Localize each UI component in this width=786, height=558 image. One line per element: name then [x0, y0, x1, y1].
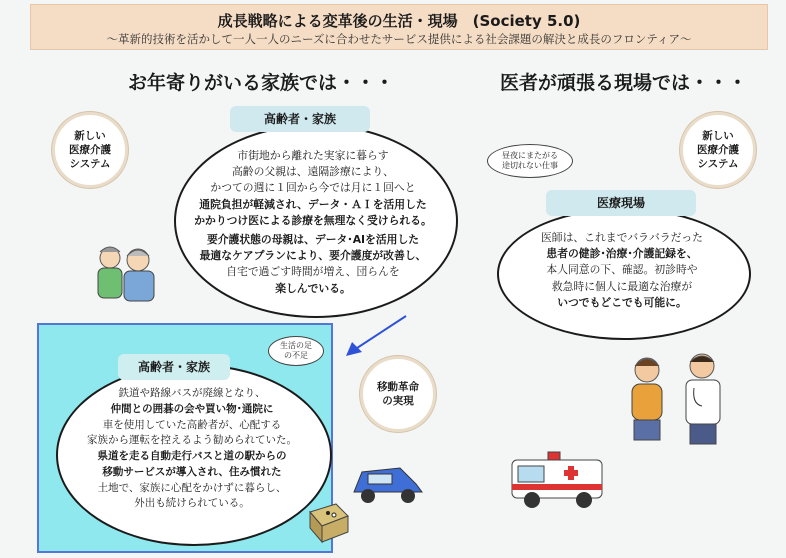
- text-line: 車を使用していた高齢者が、心配する: [102, 418, 282, 431]
- left-system-badge: 新しい 医療介護 システム: [52, 112, 128, 188]
- page-title: 成長戦略による変革後の生活・現場 (Society 5.0): [217, 12, 581, 30]
- doctor-patient-illustration: [622, 348, 732, 448]
- right-paragraph: [500, 230, 744, 311]
- text-line: 県道を走る自動走行バスと道の駅からの: [97, 450, 287, 462]
- text-line: 移動サービスが導入され、住み慣れた: [102, 465, 282, 478]
- left-heading: お年寄りがいる家族では・・・: [128, 72, 395, 94]
- mobility-badge: 移動革命 の実現: [360, 356, 436, 432]
- bottom-label: 高齢者・家族: [118, 354, 230, 380]
- left-label: 高齢者・家族: [230, 106, 370, 132]
- text-line: 医師は、これまでバラバラだった: [541, 231, 703, 244]
- right-system-badge: 新しい 医療介護 システム: [680, 112, 756, 188]
- left-paragraph-2: [168, 232, 458, 297]
- right-heading: 医者が頑張る現場では・・・: [500, 72, 748, 94]
- text-line: 自宅で過ごす時間が増え、団らんを: [226, 265, 400, 279]
- text-line: 土地で、家族に心配をかけずに暮らし、: [97, 481, 287, 494]
- text-line: 楽しんでいる。: [275, 281, 351, 295]
- text-line: かつての週に１回から今では月に１回へと: [210, 181, 416, 195]
- bottom-thought-cloud: 生活の足 の不足: [268, 336, 324, 366]
- text-line: 患者の健診･治療･介護記録を、: [546, 247, 698, 261]
- go-board-illustration: [306, 498, 352, 546]
- car-illustration: [348, 458, 428, 508]
- text-line: 要介護状態の母親は、データ･AIを活用した: [206, 233, 420, 246]
- arrow-icon: [340, 310, 412, 360]
- text-line: 鉄道や路線バスが廃線となり、: [118, 387, 266, 399]
- header-banner: [30, 4, 768, 50]
- text-line: 救急時に個人に最適な治療が: [551, 279, 693, 293]
- text-line: 仲間との囲碁の会や買い物･通院に: [110, 402, 274, 415]
- text-line: 高齢の父親は、遠隔診療により、: [232, 165, 394, 179]
- page-subtitle: ～革新的技術を活かして一人一人のニーズに合わせたサービス提供による社会課題の解決と成長のフロンティア～: [106, 32, 692, 46]
- text-line: 本人同意の下、確認。初診時や: [546, 263, 698, 277]
- text-line: 通院負担が軽減され、データ・ＡＩを活用した: [199, 197, 427, 211]
- text-line: 外出も続けられている。: [134, 497, 250, 510]
- elderly-couple-illustration: [88, 238, 168, 306]
- right-thought-cloud: 昼夜にまたがる 途切れない仕事: [487, 144, 573, 178]
- text-line: 最適なケアプランにより、要介護度が改善し、: [199, 249, 427, 263]
- bottom-paragraph: [56, 386, 328, 512]
- text-line: かかりつけ医による診療を無理なく受けられる。: [194, 213, 432, 227]
- text-line: いつでもどこでも可能に。: [557, 295, 687, 309]
- text-line: 家族から運転を控えるよう勧められていた。: [87, 434, 297, 447]
- left-paragraph-1: [168, 148, 458, 229]
- right-label: 医療現場: [546, 190, 696, 216]
- ambulance-illustration: [508, 440, 608, 512]
- text-line: 市街地から離れた実家に暮らす: [237, 149, 389, 162]
